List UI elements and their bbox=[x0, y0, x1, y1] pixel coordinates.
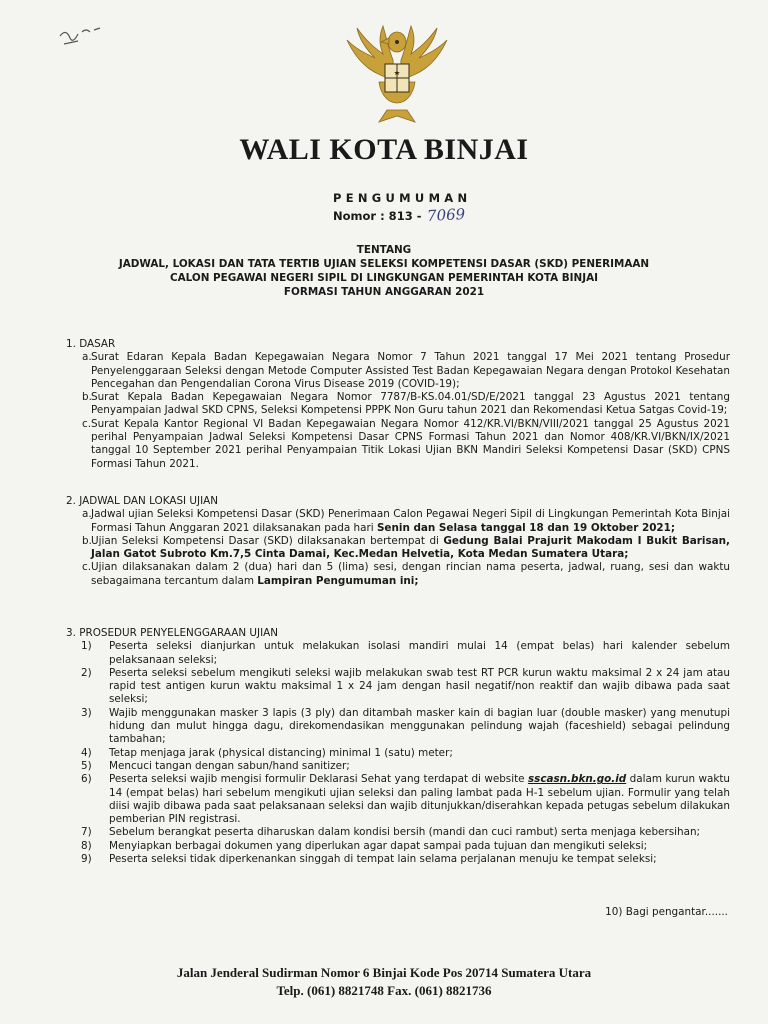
list-item: 7) Sebelum berangkat peserta diharuskan dalam kondisi bersih (mandi dan cuci rambut) serta menjaga kebersihan; bbox=[81, 826, 701, 839]
letterhead-footer bbox=[0, 964, 768, 1000]
list-item: 5) Mencuci tangan dengan sabun/hand sanitizer; bbox=[81, 759, 350, 772]
section-title: 1. DASAR bbox=[66, 338, 116, 350]
document-title: WALI KOTA BINJAI bbox=[239, 133, 529, 166]
sscasn-link[interactable]: sscasn.bkn.go.id bbox=[527, 773, 627, 786]
list-item: 2) Peserta seleksi sebelum mengikuti seleksi wajib melakukan swab test RT PCR kurun waktu maksimal 2 x 24 jam atau rapid test antigen kurun waktu maksimal 1 x 24 jam dengan hasil negatif/non reaktif dan wajib dibawa pada saat seleksi; bbox=[81, 666, 730, 706]
list-item: 8) Menyiapkan berbagai dokumen yang diperlukan agar dapat sampai pada tujuan dan mengikuti seleksi; bbox=[81, 839, 648, 852]
section-title: 3. PROSEDUR PENYELENGGARAAN UJIAN bbox=[66, 627, 279, 639]
list-item: b. Surat Kepala Badan Kepegawaian Negara Nomor 7787/B-KS.04.01/SD/E/2021 tanggal 23 Agustus 2021 tentang Penyampaian Jadwal SKD CPNS, Seleksi Kompetensi PPPK Non Guru tahun 2021 dan Rekomendasi Ketua Satgas Covid-19; bbox=[82, 391, 730, 417]
announcement-heading: PENGUMUMAN bbox=[333, 191, 472, 205]
list-item: 3) Wajib menggunakan masker 3 lapis (3 ply) dan ditambah masker kain di bagian luar (double masker) yang menutupi hidung dan mulut hingga dagu, direkomendasikan menggunakan pelindung wajah (faceshield) sebagai pelindung tambahan; bbox=[81, 706, 730, 746]
section-dasar bbox=[66, 338, 730, 471]
list-item: 9) Peserta seleksi tidak diperkenankan singgah di tempat lain selama perjalanan menuju ke tempat seleksi; bbox=[81, 853, 657, 866]
subject-line: CALON PEGAWAI NEGERI SIPIL DI LINGKUNGAN PEMERINTAH KOTA BINJAI bbox=[169, 272, 599, 284]
section-title: 2. JADWAL DAN LOKASI UJIAN bbox=[66, 495, 219, 507]
list-item: a. Surat Edaran Kepala Badan Kepegawaian Negara Nomor 7 Tahun 2021 tanggal 17 Mei 2021 tentang Prosedur Penyelenggaraan Seleksi dengan Metode Computer Assisted Test Badan Kepegawaian Negara dengan Protokol Kesehatan Pencegahan dan Pengendalian Corona Virus Disease 2019 (COVID-19); bbox=[82, 351, 730, 390]
subject-line: JADWAL, LOKASI DAN TATA TERTIB UJIAN SELEKSI KOMPETENSI DASAR (SKD) PENERIMAAN bbox=[118, 258, 650, 270]
list-item: 1) Peserta seleksi dianjurkan untuk melakukan isolasi mandiri mulai 14 (empat belas) hari kalender sebelum pelaksanaan seleksi; bbox=[81, 640, 730, 666]
list-item: b. Ujian Seleksi Kompetensi Dasar (SKD) dilaksanakan bertempat di Gedung Balai Prajurit Makodam I Bukit Barisan, Jalan Gatot Subroto Km.7,5 Cinta Damai, Kec.Medan Helvetia, Kota Medan Sumatera Utara; bbox=[82, 534, 730, 561]
announcement-number bbox=[333, 206, 466, 224]
section-prosedur bbox=[66, 627, 730, 866]
section-jadwal bbox=[66, 495, 730, 588]
footer-contact: Telp. (061) 8821748 Fax. (061) 8821736 bbox=[276, 983, 492, 998]
number-prefix: Nomor : 813 - bbox=[333, 209, 422, 223]
list-item: c. Ujian dilaksanakan dalam 2 (dua) hari dan 5 (lima) sesi, dengan rincian nama peserta, jadwal, ruang, sesi dan waktu sebagaimana tercantum dalam Lampiran Pengumuman ini; bbox=[82, 561, 730, 587]
subject-block bbox=[0, 243, 768, 299]
list-item: c. Surat Kepala Kantor Regional VI Badan Kepegawaian Negara Nomor 412/KR.VI/BKN/VIII/2021 tanggal 25 Agustus 2021 perihal Penyampaian Jadwal Seleksi Kompetensi Dasar CPNS Formasi Tahun 2021 dan Nomor 408/KR.VI/BKN/IX/2021 tanggal 10 September 2021 perihal Penyampaian Titik Lokasi Ujian BKN Mandiri Seleksi Kompetensi Dasar (SKD) CPNS Formasi Tahun 2021. bbox=[82, 417, 730, 470]
continuation-note: 10) Bagi pengantar....... bbox=[605, 906, 728, 918]
footer-address: Jalan Jenderal Sudirman Nomor 6 Binjai Kode Pos 20714 Sumatera Utara bbox=[176, 965, 592, 980]
list-item: 4) Tetap menjaga jarak (physical distancing) minimal 1 (satu) meter; bbox=[81, 746, 453, 759]
subject-line: FORMASI TAHUN ANGGARAN 2021 bbox=[283, 286, 485, 298]
list-item: a. Jadwal ujian Seleksi Kompetensi Dasar (SKD) Penerimaan Calon Pegawai Negeri Sipil di Lingkungan Pemerintah Kota Binjai Formasi Tahun Anggaran 2021 dilaksanakan pada hari Senin dan Selasa tanggal 18 dan 19 Oktober 2021; bbox=[82, 508, 730, 534]
garuda-emblem-icon bbox=[339, 20, 455, 124]
about-label: TENTANG bbox=[356, 244, 412, 256]
scribble-mark bbox=[56, 22, 116, 50]
handwritten-number: 7069 bbox=[427, 205, 467, 225]
list-item: 6) Peserta seleksi wajib mengisi formulir Deklarasi Sehat yang terdapat di website sscasn.bkn.go.id dalam kurun waktu 14 (empat belas) hari sebelum mengikuti ujian seleksi dan paling lambat pada H-1 sebelum ujian. Formulir yang telah diisi wajib dibawa pada saat pelaksanaan seleksi dan wajib ditunjukkan/diserahkan kepada petugas sebelum dilakukan pemberian PIN registrasi. bbox=[81, 773, 730, 826]
